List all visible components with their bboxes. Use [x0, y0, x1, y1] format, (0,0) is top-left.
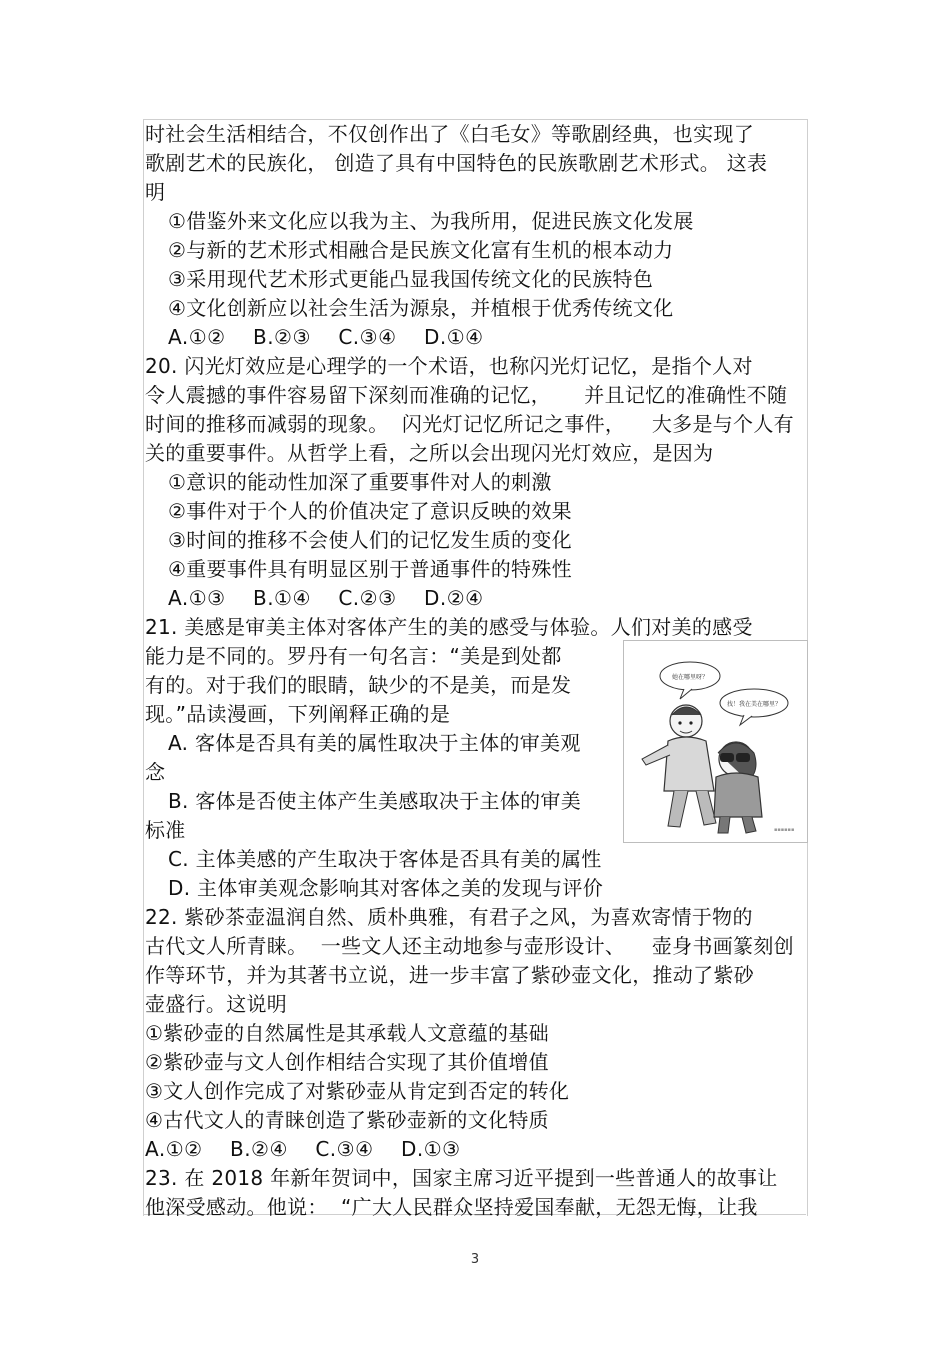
q21-stem-line-4: 现。”品读漫画，下列阐释正确的是: [145, 702, 451, 726]
q21-option-a-cont: 念: [145, 760, 166, 784]
q20-item-2: ②事件对于个人的价值决定了意识反映的效果: [168, 499, 572, 523]
q19-item-1: ①借鉴外来文化应以我为主、为我所用，促进民族文化发展: [168, 209, 694, 233]
q21-option-d: D. 主体审美观念影响其对客体之美的发现与评价: [168, 876, 604, 900]
q21-option-b: B. 客体是否使主体产生美感取决于主体的审美: [168, 789, 582, 813]
q21-stem-line-2: 能力是不同的。罗丹有一句名言：“美是到处都: [145, 644, 562, 668]
q19-options: A.①② B.②③ C.③④ D.①④: [168, 325, 484, 349]
cartoon-drawing: [624, 641, 807, 842]
q21-option-a: A. 客体是否具有美的属性取决于主体的审美观: [168, 731, 581, 755]
q20-item-3: ③时间的推移不会使人们的记忆发生质的变化: [168, 528, 572, 552]
q20-options: A.①③ B.①④ C.②③ D.②④: [168, 586, 484, 610]
q22-stem-line-4: 壶盛行。这说明: [145, 992, 288, 1016]
cartoon-illustration: [623, 640, 808, 843]
q22-item-2: ②紫砂壶与文人创作相结合实现了其价值增值: [145, 1050, 549, 1074]
q19-item-2: ②与新的艺术形式相融合是民族文化富有生机的根本动力: [168, 238, 674, 262]
q20-stem-line-1: 20. 闪光灯效应是心理学的一个术语，也称闪光灯记忆，是指个人对: [145, 354, 753, 378]
q20-stem-line-4: 关的重要事件。从哲学上看，之所以会出现闪光灯效应，是因为: [145, 441, 714, 465]
q22-stem-line-2: 古代文人所青睐。 一些文人还主动地参与壶形设计、 壶身书画篆刻创: [145, 934, 794, 958]
q22-item-4: ④古代文人的青睐创造了紫砂壶新的文化特质: [145, 1108, 549, 1132]
cartoon-bubble-1: 她在哪里呀？: [671, 674, 709, 681]
q21-stem-line-1: 21. 美感是审美主体对客体产生的美的感受与体验。人们对美的感受: [145, 615, 753, 639]
svg-text:▪▪▪▪▪▪: ▪▪▪▪▪▪: [774, 827, 795, 833]
q19-item-3: ③采用现代艺术形式更能凸显我国传统文化的民族特色: [168, 267, 654, 291]
q21-stem-line-3: 有的。对于我们的眼睛，缺少的不是美，而是发: [145, 673, 572, 697]
q20-item-1: ①意识的能动性加深了重要事件对人的刺激: [168, 470, 552, 494]
q21-option-c: C. 主体美感的产生取决于客体是否具有美的属性: [168, 847, 602, 871]
q22-options: A.①② B.②④ C.③④ D.①③: [145, 1137, 461, 1161]
q23-stem-line-2: 他深受感动。他说： “广大人民群众坚持爱国奉献，无怨无悔，让我: [145, 1195, 758, 1219]
q21-option-b-cont: 标准: [145, 818, 186, 842]
q20-stem-line-2: 令人震撼的事件容易留下深刻而准确的记忆， 并且记忆的准确性不随: [145, 383, 788, 407]
q19-stem-line-1: 时社会生活相结合，不仅创作出了《白毛女》等歌剧经典，也实现了: [145, 122, 754, 146]
q23-stem-line-1: 23. 在 2018 年新年贺词中，国家主席习近平提到一些普通人的故事让: [145, 1166, 778, 1190]
q22-stem-line-1: 22. 紫砂茶壶温润自然、质朴典雅，有君子之风，为喜欢寄情于物的: [145, 905, 753, 929]
q20-item-4: ④重要事件具有明显区别于普通事件的特殊性: [168, 557, 572, 581]
q22-item-1: ①紫砂壶的自然属性是其承载人文意蕴的基础: [145, 1021, 549, 1045]
q19-stem-line-2: 歌剧艺术的民族化， 创造了具有中国特色的民族歌剧艺术形式。 这表: [145, 151, 768, 175]
q22-item-3: ③文人创作完成了对紫砂壶从肯定到否定的转化: [145, 1079, 570, 1103]
q22-stem-line-3: 作等环节，并为其著书立说，进一步丰富了紫砂壶文化，推动了紫砂: [145, 963, 754, 987]
q20-stem-line-3: 时间的推移而减弱的现象。 闪光灯记忆所记之事件， 大多是与个人有: [145, 412, 794, 436]
cartoon-bubble-2: 找！我在美在哪里？: [726, 701, 782, 708]
page-number: 3: [470, 1252, 480, 1267]
q19-stem-line-3: 明: [145, 180, 166, 204]
q19-item-4: ④文化创新应以社会生活为源泉，并植根于优秀传统文化: [168, 296, 674, 320]
